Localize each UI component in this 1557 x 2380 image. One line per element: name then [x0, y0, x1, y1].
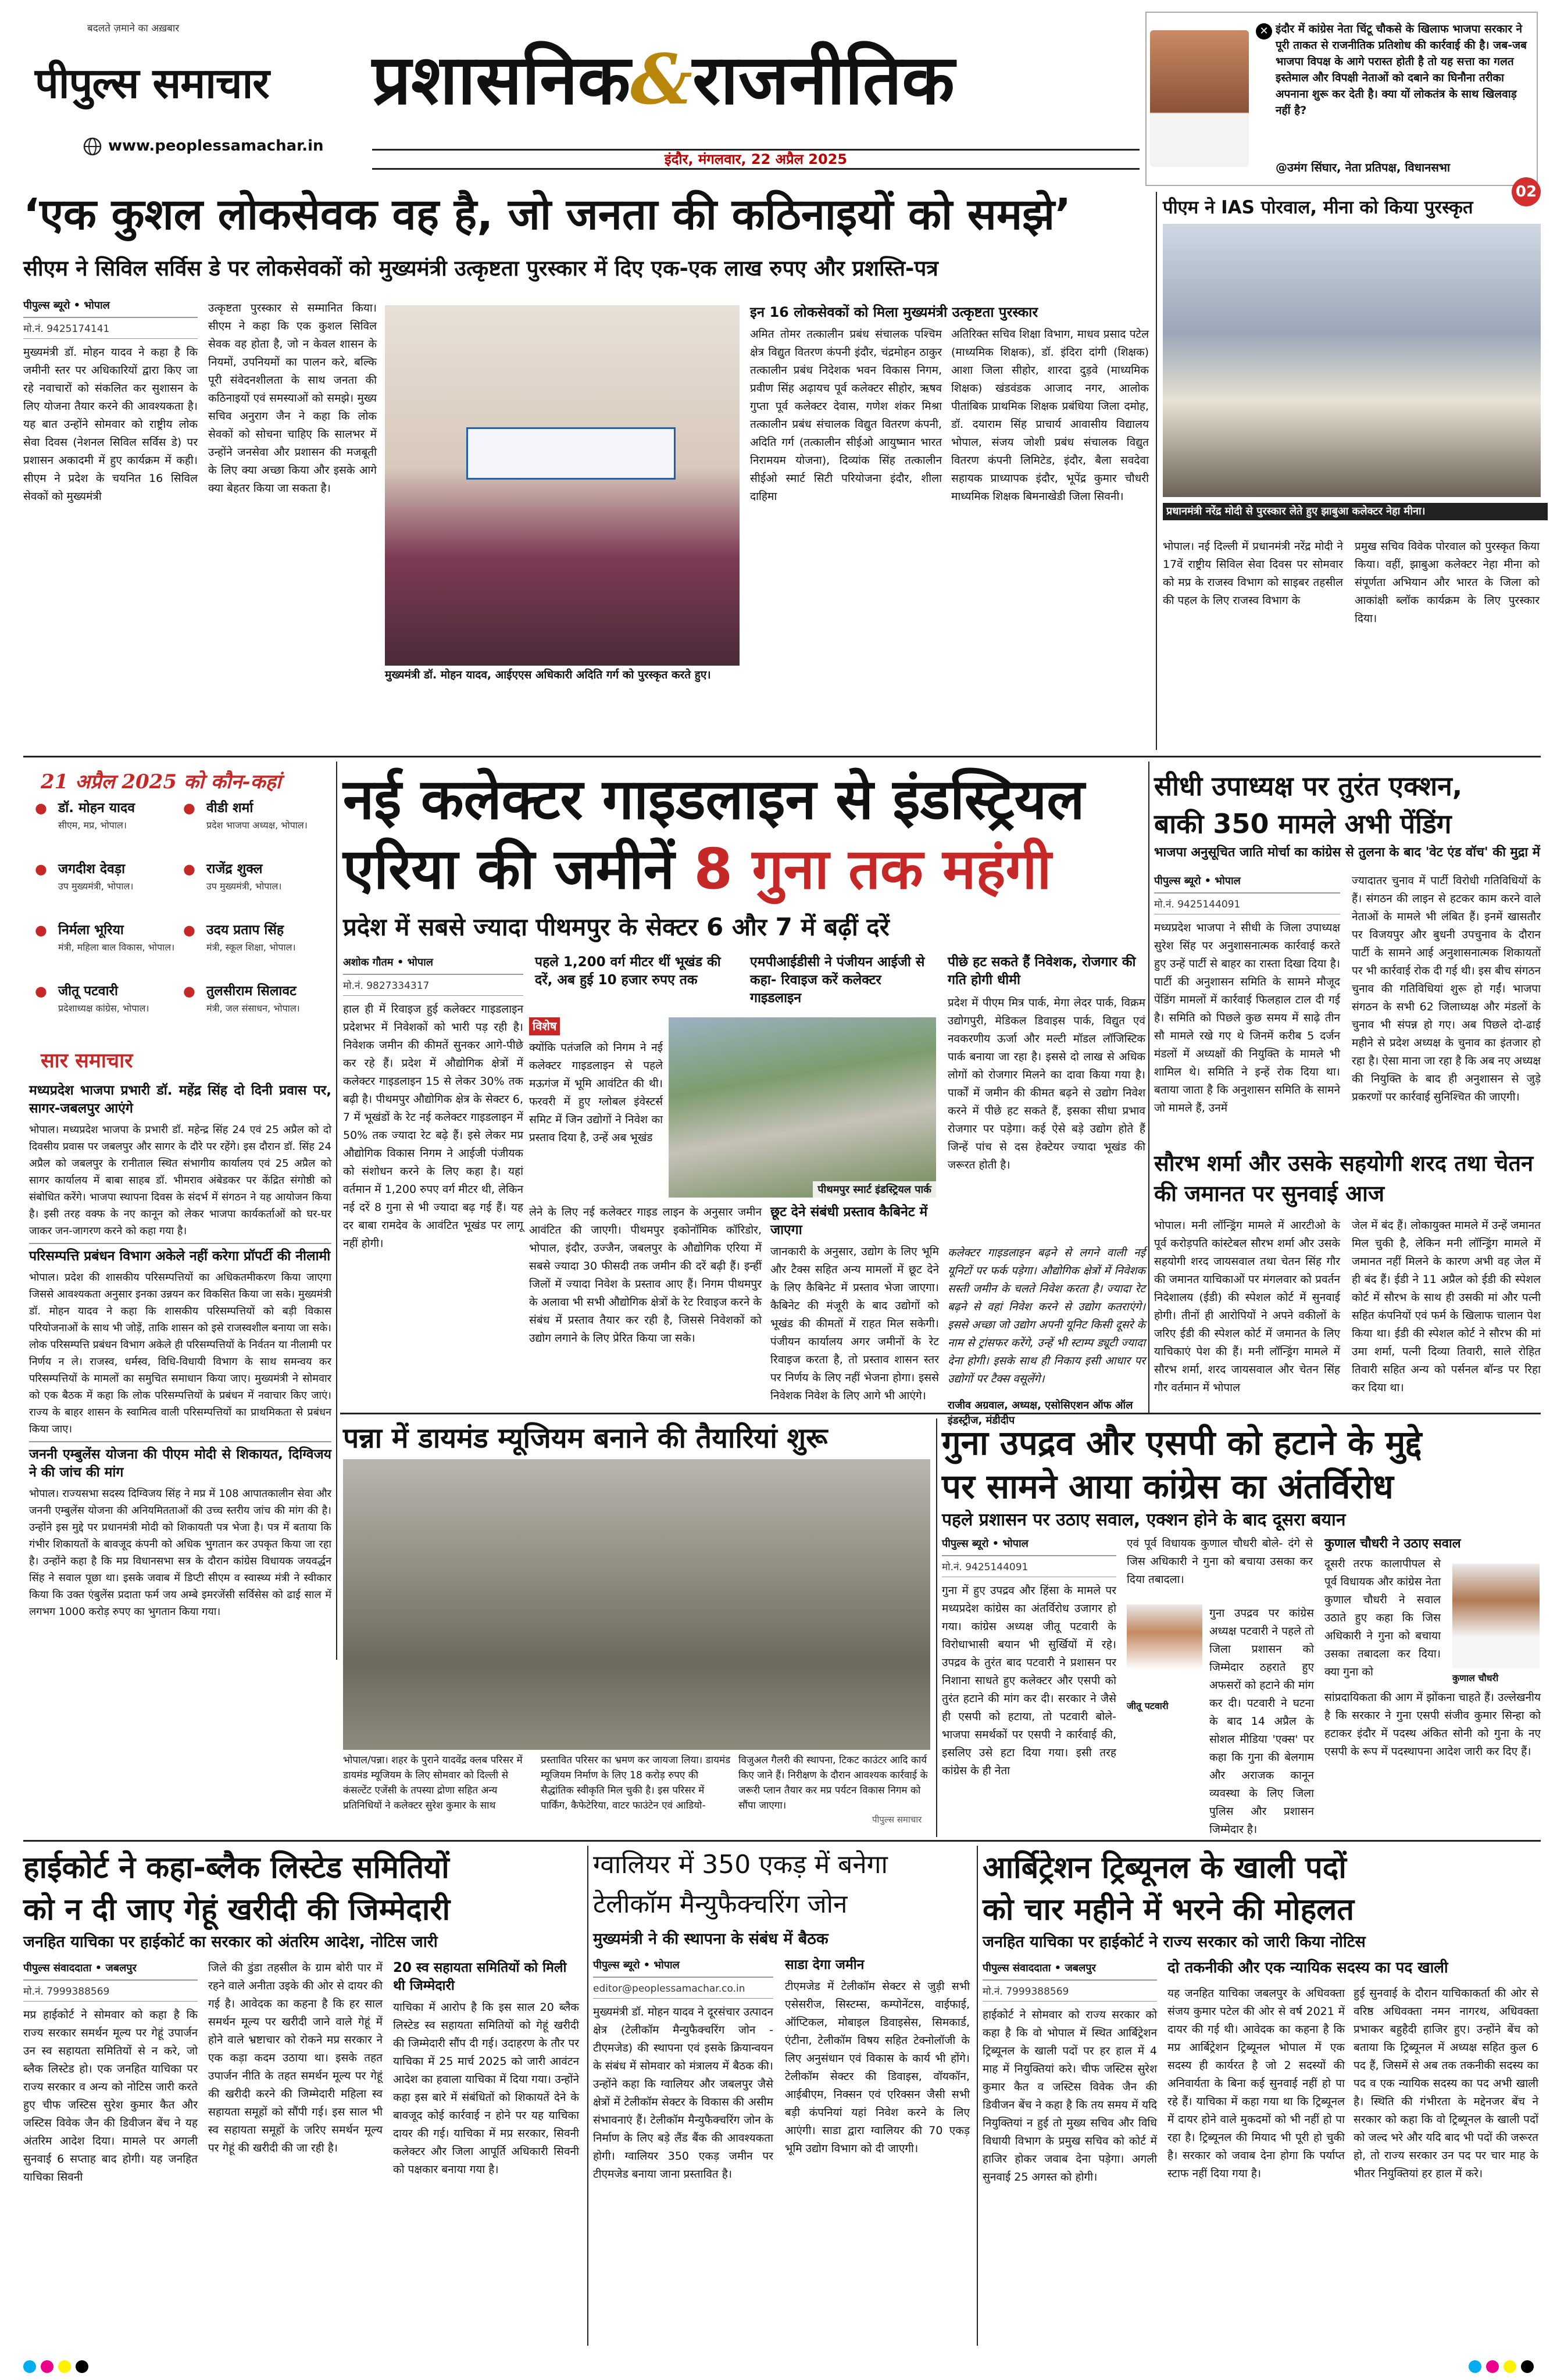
guna-col2a: [1127, 1535, 1313, 1599]
bjp-headline-2: बाकी 350 मामले अभी पेंडिंग: [1154, 808, 1452, 839]
pm-award-story: [1163, 189, 1541, 753]
hc-wheat-mobile: मो.नं. 7999388569: [23, 1983, 198, 2002]
tribunal-headline-1: आर्बिट्रेशन ट्रिब्यूनल के खाली पदों: [983, 1850, 1347, 1885]
collector-headline-2a: एरिया की जमीनें: [343, 837, 674, 902]
saurabh-text-2: जेल में बंद हैं। लोकायुक्त मामले में उन्हें जमानत मिल चुकी है, लेकिन मनी लॉन्ड्रिंग मामले में जमानत नहीं मिलने के कारण अभी वह जेल में ही बंद हैं। ईडी ने 11 अप्रैल को ईडी की स्पेशल कोर्ट में सौरभ के साथ ही उसकी मां और पत्नी सहित कंपनियों एवं फर्म के खिलाफ चालान पेश किया था। ईडी की स्पेशल कोर्ट ने सौरभ की मां उमा शर्मा, पत्नी दिव्या तिवारी, साले रोहित तिवारी सहित अन्य को पर्सनल बॉन्ड पर रिहा कर दिया था।: [1352, 1219, 1541, 1394]
hc-wheat-col1: [23, 1959, 198, 2343]
birthday-name-6: उदय प्रताप सिंह: [206, 923, 284, 938]
section-title-left: प्रशासनिक: [372, 40, 631, 120]
birthday-item-1: [35, 796, 180, 855]
collector-subheadline: प्रदेश में सबसे ज्यादा पीथमपुर के सेक्टर 6 और 7 में बढ़ीं दरें: [343, 913, 890, 941]
location-pin-icon: ●: [35, 922, 47, 938]
website-link[interactable]: www.peoplessamachar.in: [108, 137, 324, 155]
collector-byline: अशोक गौतम • भोपाल: [343, 953, 523, 975]
birthday-name-7: जीतू पटवारी: [58, 984, 118, 999]
saar-title: सार समाचार: [41, 1049, 133, 1073]
kunal-body-text: सांप्रदायिकता की आग में झोंकना चाहते हैं। उल्लेखनीय है कि सरकार ने गुना एसपी संजीव कुमार सिन्हा को हटाकर इंदौर में पदस्थ अंकित सोनी को गुना के नए एसपी के रूप में पदस्थापना आदेश जारी कर दिए हैं।: [1324, 1691, 1541, 1758]
panna-caption-3: विजुअल गैलरी की स्थापना, टिकट काउंटर आदि कार्य किए जाने हैं। निरीक्षण के दौरान आवश्यक कार्रवाई के जरूरी प्लान तैयार कर मप्र पर्यटन विकास निगम को सौंपा जाएगा।: [738, 1754, 928, 1811]
saurabh-text-1: भोपाल। मनी लॉन्ड्रिंग मामले में आरटीओ के पूर्व करोड़पति कांस्टेबल सौरभ शर्मा और उसके सहयोगी शरद जायसवाल तथा चेतन सिंह गौर की जमानत याचिकाओं पर मंगलवार को प्रवर्तन निदेशालय (ईडी) की स्पेशल कोर्ट में सुनवाई होगी। तीनों ही आरोपियों ने अपने वकीलों के जरिए ईडी की स्पेशल कोर्ट में जमानत के लिए याचिकाएं पेश की हैं। मनी लॉन्ड्रिंग मामले में सौरभ शर्मा, शरद जायसवाल और चेतन सिंह गौर वर्तमान में भोपाल: [1154, 1219, 1340, 1394]
pm-photo-caption: प्रधानमंत्री नरेंद्र मोदी से पुरस्कार लेते हुए झाबुआ कलेक्टर नेहा मीना।: [1163, 503, 1548, 520]
saar-body-3: भोपाल। राज्यसभा सदस्य दिग्विजय सिंह ने मप्र में 108 आपातकालीन सेवा और जननी एम्बुलेंस योजना की अनियमितताओं की उच्च स्तरीय जांच की मांग की है। उन्होंने इस मुद्दे पर प्रधानमंत्री मोदी को शिकायती पत्र भेजा है। पत्र में बताया कि गंभीर शिकायतों के बावजूद कंपनी को अधिक भुगतान कर उपकृत किया जा रहा है। उन्होंने कहा है कि मप्र विधानसभा सत्र के दौरान कांग्रेस विधायक जयवर्द्धन सिंह ने सवाल पूछा था। इसके जवाब में डिप्टी सीएम व स्वास्थ्य मंत्री ने स्वीकार किया कि उक्त एंबुलेंस प्रदाता फर्म जय अम्बे इमरजेंसी सर्विसेस को ढाई साल में लगभग 1000 करोड़ रुपए का भुगतान किया गया।: [29, 1488, 331, 1618]
telecom-text-2: टीएमजेड में टेलीकॉम सेक्टर से जुड़ी सभी एसेसरीज, सिस्टम्स, कम्पोनेंटस, वाईफाई, ऑप्टिकल, मोबाइल डिवाइसेस, सिमकार्ड, एंटीना, टेलीकॉम विषय सहित टेक्नोलॉजी के लिए अनुसंधान एवं विकास के कार्य भी होंगे। टेलीकॉम सेक्टर की डिवाइस, वॉयकॉन, आईबीएम, निक्सन एवं एरिक्सन जैसी सभी बड़ी कंपनियां यहां निवेश करने के लिए आएंगी। साडा द्वारा ग्वालियर की 70 एकड़ भूमि उद्योग विभाग को दी जाएगी।: [785, 1980, 970, 2155]
cabinet-box-body: [770, 1243, 939, 1417]
birthday-item-5: [35, 919, 180, 977]
bottom-divider-2: [977, 1846, 978, 2346]
tribunal-text-1: हाईकोर्ट ने सोमवार को राज्य सरकार को कहा है कि वो भोपाल में स्थित आर्बिट्रेशन ट्रिब्यूनल के खाली पदों पर हर हाल में 4 माह में नियुक्तियां करे। चीफ जस्टिस सुरेश कुमार कैत व जस्टिस विवेक जैन की डिवीजन बेंच ने कहा है कि तय समय में यदि नियुक्तियां न हुई तो मुख्य सचिव और विधि विधायी विभाग के प्रमुख सचिव को कोर्ट में हाजिर होकर जवाब देना पड़ेगा। अगली सुनवाई 25 अगस्त को होगी।: [983, 2009, 1157, 2184]
cabinet-proposal-box: [770, 1203, 939, 1430]
birthday-role-1: सीएम, मप्र, भोपाल।: [58, 820, 127, 831]
birthday-role-8: मंत्री, जल संसाधन, भोपाल।: [206, 1003, 300, 1014]
birthday-item-3: [35, 857, 180, 916]
row3-divider: [23, 1840, 1541, 1842]
collector-story: [343, 762, 1145, 1436]
kunal-chaudhary-photo: [1452, 1564, 1540, 1668]
lead-text-2: उत्कृष्टता पुरस्कार से सम्मानित किया। सीएम ने कहा कि एक कुशल सिविल सेवक वह होता है, जो न केवल शासन के नियमों, उपनियमों का पालन करे, बल्कि पूरी संवेदनशीलता के साथ जनता की कठिनाइयों एवं समस्याओं को समझे। मुख्य सचिव अनुराग जैन ने कहा कि लोक सेवकों को सोचना चाहिए कि सालभर में उन्होंने जनसेवा और प्रशासन की मजबूती के लिए क्या अच्छा किया और इसके आगे क्या बेहतर किया जा सकता है।: [208, 302, 377, 495]
location-pin-icon: ●: [35, 861, 47, 877]
telecom-email: editor@peoplessamachar.co.in: [593, 1980, 773, 1999]
collector-text-2b: लेने के लिए नई कलेक्टर गाइड लाइन के अनुसार जमीन आवंटित की जाएगी। पीथमपुर इकोनॉमिक कॉरिडोर, भोपाल, इंदौर, उज्जैन, जबलपुर के औद्योगिक एरिया में सबसे ज्यादा 30 फीसदी तक जमीन की दरें बढ़ी हैं। इन्हीं जिलों में ज्यादा निवेश के प्रस्ताव आए हैं। निगम पीथमपुर के अलावा भी सभी औद्योगिक क्षेत्रों के रेट रिवाइज करने के संबंध में प्रस्ताव तैयार कर रही है, जिससे निवेशकों को उद्योग लगाने के लिए प्रेरित किया जा सके।: [529, 1206, 762, 1345]
pm-col2: [1355, 538, 1540, 753]
masthead-tagline: बदलते ज़माने का अख़बार: [87, 23, 180, 34]
row2-divider: [340, 1413, 1541, 1414]
telecom-col2: [785, 1956, 970, 2343]
hc-wheat-text-2: जिले की डुंडा तहसील के ग्राम बोरी पार में रहने वाले अनीता उइके की ओर से दायर की गई है। आवेदक का कहना है कि हर साल समर्थन मूल्य पर खरीदी जाने वाले गेहूं में होने वाले भ्रष्टाचार को रोकने मप्र सरकार ने एक कड़ा कदम उठाया था। इसके तहत उपार्जन नीति के तहत समर्थन मूल्य पर गेहूं की खरीदी करने की जिम्मेदारी महिला स्व सहायता समूहों को सौंपी गई। इस साल भी स्व सहायता समूहों के जरिए समर्थन मूल्य पर गेहूं की खरीदी की जा रही है।: [208, 1961, 383, 2154]
pm-headline: पीएम ने IAS पोरवाल, मीना को किया पुरस्कृत: [1163, 197, 1473, 218]
pm-photo: [1163, 224, 1541, 497]
guna-text-2a: एवं पूर्व विधायक कुणाल चौधरी बोले- दंगे से जिस अधिकारी ने गुना को बचाया उसका कर दिया तबादला।: [1127, 1537, 1313, 1586]
kunal-sub: [1324, 1555, 1441, 1678]
lead-photo-caption: मुख्यमंत्री डॉ. मोहन यादव, आईएएस अधिकारी अदिति गर्ग को पुरस्कृत करते हुए।: [385, 669, 711, 681]
lead-subheadline: सीएम ने सिविल सर्विस डे पर लोकसेवकों को मुख्यमंत्री उत्कृष्टता पुरस्कार में दिए एक-एक लाख रुपए और प्रशस्ति-पत्र: [23, 256, 938, 281]
saar-head-1: मध्यप्रदेश भाजपा प्रभारी डॉ. महेंद्र सिंह दो दिनी प्रवास पर, सागर-जबलपुर आएंगे: [29, 1083, 331, 1116]
saurabh-col2: [1352, 1217, 1541, 1414]
saar-head-2: परिसम्पत्ति प्रबंधन विभाग अकेले नहीं करेगा प्रॉपर्टी की नीलामी: [29, 1243, 331, 1266]
magenta-mark: [1486, 2360, 1499, 2373]
yellow-mark: [1504, 2360, 1516, 2373]
telecom-col1: [593, 1956, 773, 2343]
tweet-author: @उमंग सिंघार, नेता प्रतिपक्ष, विधानसभा: [1276, 160, 1451, 174]
saurabh-headline: सौरभ शर्मा और उसके सहयोगी शरद तथा चेतन की जमानत पर सुनवाई आज: [1154, 1150, 1534, 1206]
tribunal-subheadline: जनहित याचिका पर हाईकोर्ट ने राज्य सरकार को जारी किया नोटिस: [983, 1933, 1366, 1951]
bjp-text-2: ज्यादातर चुनाव में पार्टी विरोधी गतिविधियों के हैं। संगठन की लाइन से हटकर काम करने वाले नेताओं के मामले भी लंबित हैं। इनमें खासतौर पर विजयपुर और बुधनी उपचुनाव के दौरान पार्टी के सामने आई अनुशासनात्मक शिकायतों पर भी कार्रवाई रोक दी गई थी। इस बीच संगठन चुनाव की गतिविधियां शुरू हो गईं। भाजपा संगठन के सभी 62 जिलाध्यक्ष और मंडलों के चुनाव भी संपन्न हो गए। अब पिछले दो-ढाई महीने से प्रदेश अध्यक्ष के चुनाव का इंतजार हो रहा है। ऐसा माना जा रहा है कि अब नए अध्यक्ष की नियुक्ति के बाद ही अनुशासन से जुड़े प्रकरणों पर कार्रवाई सुनिश्चित की जाएगी।: [1352, 874, 1541, 1103]
hc-wheat-text-1: मप्र हाईकोर्ट ने सोमवार को कहा है कि राज्य सरकार समर्थन मूल्य पर गेहूं उपार्जन उन स्व सहायता समितियों से न करे, जो ब्लैक लिस्टेड हो। एक जनहित याचिका पर राज्य सरकार व अन्य को नोटिस जारी करते हुए चीफ जस्टिस सुरेश कुमार कैत और जस्टिस विवेक जैन की डिवीजन बेंच ने यह अंतरिम आदेश दिया। मामले पर अगली सुनवाई 6 सप्ताह बाद होगी। यह जनहित याचिका सिवनी: [23, 2009, 198, 2184]
collector-mobile: मो.नं. 9827334317: [343, 977, 523, 996]
telecom-text-1: मुख्यमंत्री डॉ. मोहन यादव ने दूरसंचार उत्पादन क्षेत्र (टेलीकॉम मैन्युफैक्चरिंग जोन - टीएमजेड) की स्थापना एवं इसके क्रियान्वयन के संबंध में सोमवार को मंत्रालय में बैठक की। उन्होंने कहा कि ग्वालियर और जबलपुर जैसे क्षेत्रों में टेलीकॉम सेक्टर के विकास की असीम संभावनाएं हैं। टेलीकॉम मैन्युफैक्चरिंग जोन के निर्माण के लिए बड़े लैंड बैंक की आवश्यकता होगी। ग्वालियर 350 एकड़ जमीन पर टीएमजेड बनाया जाना प्रस्तावित है।: [593, 2006, 773, 2181]
lead-photo: [385, 305, 740, 666]
tribunal-box-col1: [1167, 1985, 1345, 2339]
collector-col1: [343, 953, 523, 1430]
jitu-patwari-label: जीतू पटवारी: [1127, 1700, 1169, 1711]
bjp-discipline-story: [1154, 762, 1541, 1139]
black-mark: [1521, 2360, 1534, 2373]
hc-wheat-headline-2: को न दी जाए गेहूं खरीदी की जिम्मेदारी: [23, 1892, 451, 1927]
awardees-box: [750, 302, 1151, 686]
awardees-text-2: अतिरिक्त सचिव शिक्षा विभाग, माधव प्रसाद पटेल (माध्यमिक शिक्षक), डॉ. इंदिरा दांगी (शिक्षक) आशा जिला सीहोर, शारदा दुड़वे (माध्यमिक शिक्षक) खंडवंडक आजाद नगर, आलोक पीतांबिक प्राथमिक शिक्षक प्रबंधिया जिला दमोह, डॉ. दयाराम सिंह प्राचार्य आवासीय विद्यालय भोपाल, संजय जोशी प्रबंध संचालक विद्युत वितरण कंपनी लिमिटेड, इंदौर, बैला सवदेवा सहायक प्राध्यापक इंदौर, भूपेंद्र कुमार चौधरी माध्यमिक शिक्षक बिमनाखेडी जिला सिवनी।: [951, 328, 1149, 503]
guna-byline: पीपुल्स ब्यूरो • भोपाल: [942, 1535, 1116, 1556]
saurabh-col1: [1154, 1217, 1340, 1414]
bjp-col1: [1154, 872, 1340, 1139]
birthday-title: 21 अप्रैल 2025 को कौन-कहां: [41, 770, 281, 794]
mid-col-divider: [1148, 762, 1149, 1413]
birthday-name-3: जगदीश देवड़ा: [58, 862, 126, 877]
telecom-story: [593, 1846, 971, 2346]
guna-congress-story: [942, 1418, 1541, 1837]
birthday-item-2: [183, 796, 328, 855]
shg-box-text: याचिका में आरोप है कि इस साल 20 ब्लैक लिस्टेड स्व सहायता समितियों को गेहूं खरीदी की जिम्मेदारी सौंप दी गई। उदाहरण के तौर पर याचिका में 25 मार्च 2025 को जारी आवंटन आदेश का हवाला याचिका में दिया गया। उन्होंने कहा इस बारे में संबंधितों को शिकायतें देने के बावजूद कोई कार्रवाई न होने पर यह याचिका दायर की गई। याचिका में मप्र सरकार, सिवनी कलेक्टर और जिला आपूर्ति अधिकारी सिवनी को पक्षकार बनाया गया है।: [393, 2001, 579, 2176]
left-col-divider: [336, 762, 337, 1660]
telecom-byline: पीपुल्स ब्यूरो • भोपाल: [593, 1956, 773, 1978]
lead-text-1: मुख्यमंत्री डॉ. मोहन यादव ने कहा है कि जमीनी स्तर पर अधिकारियों द्वारा किए जा रहे नवाचारों को संकलित कर सुशासन के लिए योजना तैयार करने की आवश्यकता है। यह बात उन्होंने सोमवार को राष्ट्रीय लोक सेवा दिवस (नेशनल सिविल सर्विस डे) पर प्रशासन अकादमी में हुए कार्यक्रम में कही। सीएम ने प्रदेश के चयनित 16 सिविल सेवकों को मुख्यमंत्री: [23, 346, 198, 503]
collector-headline-2b: 8 गुना तक महंगी: [694, 837, 1052, 902]
industry-quote-text: कलेक्टर गाइडलाइन बढ़ने से लगने वाली नई यूनिटों पर फर्क पड़ेगा। औद्योगिक क्षेत्रों में निवेशक सस्ती जमीन के चलते निवेश करता है। ज्यादा रेट बढ़ने से वहां निवेश करने से उद्योग कतराएंगे। इससे अच्छा जो उद्योग अपनी यूनिट किसी दूसरे के नाम से ट्रांसफर करेंगे, उन्हें भी स्टाम्प ड्यूटी ज्यादा देना होगी। इसके साथ ही निकाय इसी आधार पर उद्योगों पर टैक्स वसूलेंगे।: [948, 1246, 1145, 1385]
section-title-right: राजनीतिक: [692, 40, 955, 120]
lead-vertical-divider: [1156, 192, 1157, 750]
pm-text-2: प्रमुख सचिव विवेक पोरवाल को पुरस्कृत किया किया। वहीं, झाबुआ कलेक्टर नेहा मीना को संपूर्णता अभियान और भारत के जिला को आकांक्षी ब्लॉक कार्यक्रम के लिए पुरस्कार दिया।: [1355, 540, 1540, 625]
investors-body: [948, 994, 1145, 1238]
bjp-mobile: मो.नं. 9425144091: [1154, 896, 1340, 914]
collector-col2a: [529, 1017, 663, 1198]
tribunal-vacancy-box: [1167, 1959, 1540, 2343]
lead-col1: [23, 296, 198, 738]
kunal-chaudhary-label: कुणाल चौधरी: [1452, 1673, 1499, 1684]
awardees-text-1: अमित तोमर तत्कालीन प्रबंध संचालक पश्चिम क्षेत्र विद्युत वितरण कंपनी इंदौर, चंद्रमोहन ठाकुर तत्कालीन प्रबंध निदेशक भवन विकास निगम, प्रवीण सिंह अढ़ायच पूर्व कलेक्टर सीहोर, ऋषव गुप्ता पूर्व कलेक्टर देवास, गणेश शंकर मिश्रा तत्कालीन प्रबंध संचालक विद्युत वितरण कंपनी, अदिति गर्ग (तत्कालीन सीईओ आयुष्मान भारत निरामयम योजना), दिव्यांक सिंह तत्कालीन सीईओ स्मार्ट सिटी परियोजना इंदौर, शीला दाहिमा: [750, 328, 942, 503]
kunal-head: कुणाल चौधरी ने उठाए सवाल: [1324, 1536, 1461, 1551]
birthday-name-5: निर्मला भूरिया: [58, 923, 124, 938]
kunal-chaudhary-box: [1324, 1535, 1541, 1837]
kunal-body: [1324, 1689, 1541, 1837]
collector-pull-quote-1: पहले 1,200 वर्ग मीटर थीं भूखंड की दरें, अब हुई 10 हजार रुपए तक: [535, 955, 721, 988]
masthead: [0, 0, 1557, 201]
tribunal-headline-2: को चार महीने में भरने की मोहलत: [983, 1892, 1355, 1927]
pithampur-photo-label: पीथमपुर स्मार्ट इंडस्ट्रियल पार्क: [813, 1181, 936, 1198]
location-pin-icon: ●: [35, 983, 47, 999]
saar-body-2: भोपाल। प्रदेश की शासकीय परिसम्पत्तियों का अधिकतमीकरण किया जाएगा जिससे आवश्यकता अनुसार इनका उन्नयन कर विकसित किया जा सके। मुख्यमंत्री डॉ. मोहन यादव ने कहा कि शासकीय परिसम्पत्तियों को बड़ी विकास परियोजनाओं के साथ भी जोड़ें, ताकि शासन को इसे राजस्वशील बनाया जा सके। लोक परिसम्पत्ति प्रबंधन विभाग अकेले ही परिसम्पत्तियों के निर्वतन या नीलामी पर निर्णय न ले। राजस्व, धर्मस्व, विधि-विधायी विभाग के साथ समन्वय कर परिसम्पत्तियों के मामलों का समुचित समाधान किया जाए। मुख्यमंत्री ने सोमवार को एक बैठक में कहा कि लोक परिसम्पत्तियों के प्रबंधन में नवाचार किए जाएं। राज्य के बाहर शासन के स्वामित्व वाली परिसम्पत्तियों का प्राथमिकता से प्रबंधन किया जाए।: [29, 1271, 331, 1435]
awardees-col1: [750, 326, 942, 674]
pm-text-1: भोपाल। नई दिल्ली में प्रधानमंत्री नरेंद्र मोदी ने 17वें राष्ट्रीय सिविल सेवा दिवस पर सोमवार को मप्र के राजस्व विभाग को साइबर तहसील की पहल के लिए राजस्व विभाग के: [1163, 540, 1343, 607]
shg-box-body: [393, 1999, 579, 2336]
kunal-sub-text: दूसरी तरफ कालापीपल से पूर्व विधायक और कांग्रेस नेता कुणाल चौधरी ने सवाल उठाते हुए कहा कि जिस अधिकारी ने गुना को बचाया उसका तबादला कर दिया। क्या गुना को: [1324, 1557, 1441, 1678]
telecom-headline-2: टेलीकॉम मैन्युफैक्चरिंग जोन: [593, 1889, 848, 1919]
birthday-item-6: [183, 919, 328, 977]
tribunal-story: [983, 1846, 1541, 2346]
birthday-role-2: प्रदेश भाजपा अध्यक्ष, भोपाल।: [206, 820, 308, 831]
tweet-text: इंदौर में कांग्रेस नेता चिंटू चौकसे के खिलाफ भाजपा सरकार ने पूरी ताकत से राजनीतिक प्रतिशोध की कार्रवाई की है। जब-जब भाजपा विपक्ष के आगे परास्त होती है तो यह सत्ता का गलत इस्तेमाल और विपक्षी नेताओं को दबाने का घिनौना तरीका अपनाना शुरू कर देती है। क्या यों लोकतंत्र के साथ खिलवाड़ नहीं है?: [1276, 23, 1527, 117]
cyan-mark: [23, 2360, 36, 2373]
cheque-board: [466, 427, 676, 480]
awardees-col2: [951, 326, 1149, 674]
bjp-byline: पीपुल्स ब्यूरो • भोपाल: [1154, 872, 1340, 894]
page-number-badge: 02: [1512, 177, 1541, 206]
guna-text-2b: गुना उपद्रव पर कांग्रेस अध्यक्ष पटवारी ने पहले तो जिला प्रशासन को जिम्मेदार ठहराते हुए अफसरों को हटाने की मांग कर दी। पटवारी ने घटना के बाद 14 अप्रैल के सोशल मीडिया 'एक्स' पर कहा कि गुना की बेलगाम और अराजक कानून व्यवस्था के लिए जिला पुलिस और प्रशासन जिम्मेदार है।: [1209, 1607, 1314, 1836]
saar-head-3: जननी एम्बुलेंस योजना की पीएम मोदी से शिकायत, दिग्विजय ने की जांच की मांग: [29, 1441, 331, 1482]
location-pin-icon: ●: [183, 983, 195, 999]
panna-divider: [936, 1418, 937, 1837]
row1-divider: [23, 756, 1541, 757]
dateline-bar: [372, 149, 1140, 170]
bjp-col2: [1352, 872, 1541, 1139]
hc-wheat-story: [23, 1846, 581, 2346]
guna-headline-2: पर सामने आया कांग्रेस का अंतर्विरोध: [942, 1467, 1394, 1506]
bjp-text-1: मध्यप्रदेश भाजपा ने सीधी के जिला उपाध्यक्ष सुरेश सिंह पर अनुशासनात्मक कार्रवाई करते हुए उन्हें पार्टी से बाहर का रास्ता दिखा दिया है। पार्टी की अनुशासन समिति के सामने मौजूद पेंडिंग मामलों में कार्रवाई फिलहाल टाल दी गई है। समिति को पिछले कुछ समय में साढ़े तीन सौ मामले रखे गए थे जिनमें करीब 5 दर्जन मंडलों में अध्यक्षों की नियुक्ति के मामले भी शामिल थे। समिति ने इन्हें रोक दिया था। बताया जाता है कि अनुशासन समिति के सामने जो मामले हैं, उनमें: [1154, 921, 1340, 1114]
hc-wheat-headline-1: हाईकोर्ट ने कहा-ब्लैक लिस्टेड समितियों: [23, 1850, 449, 1885]
paper-name-logo: पीपुल्स समाचार: [35, 58, 269, 108]
lead-col2: [208, 299, 377, 590]
cyan-mark: [1469, 2360, 1481, 2373]
tribunal-box-head: दो तकनीकी और एक न्यायिक सदस्य का पद खाली: [1167, 1959, 1448, 1977]
investors-text: प्रदेश में पीएम मित्र पार्क, मेगा लेदर पार्क, विक्रम उद्योगपुरी, मेडिकल डिवाइस पार्क, विद्युत एवं नवकरणीय ऊर्जा और मल्टी मॉडल लॉजिस्टिक पार्क बनाया जा रहा है। इससे दो लाख से अधिक लोगों को रोजगार मिलने का दावा किया गया है। पार्कों में जमीन की कीमत बढ़ने से उद्योग निवेश करने में पीछे हट सकते हैं, इसका सीधा प्रभाव रोजगार पर पड़ेगा। कई ऐसे बड़े उद्योग होते हैं जिन्हें पांच से दस हेक्टेयर ज्यादा भूखंड की जरूरत होती है।: [948, 996, 1145, 1171]
panna-caption-2: प्रस्तावित परिसर का भ्रमण कर जायजा लिया। डायमंड म्यूजियम निर्माण के लिए 18 करोड़ रुपए की सैद्धांतिक स्वीकृति मिल चुकी है। इस परिसर में पार्किंग, कैफेटेरिया, वाटर फाउंटेन एवं आडियो-: [541, 1754, 731, 1811]
birthday-item-4: [183, 857, 328, 916]
telecom-headline-1: ग्वालियर में 350 एकड़ में बनेगा: [593, 1850, 888, 1879]
yellow-mark: [58, 2360, 71, 2373]
telecom-subheadline: मुख्यमंत्री ने की स्थापना के संबंध में बैठक: [593, 1930, 829, 1948]
birthday-role-7: प्रदेशाध्यक्ष कांग्रेस, भोपाल।: [58, 1003, 149, 1014]
birthday-item-7: [35, 980, 180, 1038]
hc-wheat-subheadline: जनहित याचिका पर हाईकोर्ट का सरकार को अंतरिम आदेश, नोटिस जारी: [23, 1933, 438, 1951]
guna-col2b: [1209, 1604, 1314, 1837]
cabinet-box-text: जानकारी के अनुसार, उद्योग के लिए भूमि और टैक्स सहित अन्य मामलों में छूट देने के लिए कैबिनेट में प्रस्ताव भेजा जाएगा। कैबिनेट की मंजूरी के बाद उद्योगों को भूखंड की कीमतों में राहत मिल सकेगी। पंजीयन कार्यालय अगर जमीनों के रेट रिवाइज करता है, तो प्रस्ताव शासन स्तर पर निर्णय के लिए नहीं भेजना होगा। इससे निवेशक निवेश के लिए आगे भी आएंगे।: [770, 1245, 939, 1402]
birthday-name-2: वीडी शर्मा: [206, 801, 253, 816]
location-pin-icon: ●: [35, 800, 47, 816]
birthday-grid: [35, 796, 331, 1046]
collector-col2b: [529, 1203, 762, 1430]
bjp-headline-1: सीधी उपाध्यक्ष पर तुरंत एक्शन,: [1154, 770, 1463, 802]
jitu-patwari-photo: [1127, 1604, 1202, 1698]
lead-headline: ‘एक कुशल लोकसेवक वह है, जो जनता की कठिनाइयों को समझे’: [23, 190, 1072, 240]
tribunal-box-text-2: हुई सुनवाई के दौरान याचिकाकर्ता की ओर से वरिष्ठ अधिवक्ता नमन नागरथ, अधिवक्ता प्रभाकर बहुहैदी हाजिर हुए। उन्होंने बेंच को बताया कि ट्रिब्यूनल में अध्यक्ष सहित कुल 6 पद हैं, जिसमें से अब तक तकनीकी सदस्य का पद व एक न्यायिक सदस्य का पद अभी खाली है। स्थिति की गंभीरता के मद्देनजर बेंच ने सरकार को कहा कि वो ट्रिब्यूनल के खाली पदों को जल्द भरे और यदि बाद भी पदों की जरूरत हो, तो राज्य सरकार उन पद पर चार माह के भीतर नियुक्तियां हर हाल में करे।: [1354, 1987, 1538, 2180]
guna-headline-1: गुना उपद्रव और एसपी को हटाने के मुद्दे: [942, 1423, 1422, 1463]
hc-wheat-col2: [208, 1959, 383, 2343]
collector-text-1: हाल ही में रिवाइज हुई कलेक्टर गाइडलाइन प्रदेशभर में निवेशकों को भारी पड़ रही है। निवेशक जमीन की कीमतें सुनकर आगे-पीछे कर रहे हैं। प्रदेश में औद्योगिक क्षेत्रों में कलेक्टर गाइडलाइन 15 से लेकर 30% तक बढ़ी है। पीथमपुर औद्योगिक क्षेत्र के सेक्टर 6, 7 में भूखंडों के रेट नई कलेक्टर गाइडलाइन में 50% तक ज्यादा रेट बढ़े हैं। इसे लेकर मप्र औद्योगिक विकास निगम ने आईजी पंजीयक को संशोधन करने के लिए कहा है। यहां वर्तमान में 1,200 रुपए वर्ग मीटर थी, लेकिन नई दरें 8 गुना से भी ज्यादा बढ़ गई हैं। यह दर बाबा रामदेव के आवंटित भूखंड पर लागू नहीं होगी।: [343, 1003, 523, 1250]
telecom-col2-head: साडा देगा जमीन: [785, 1957, 865, 1972]
investors-sidebar: [948, 953, 1145, 1430]
saar-body-1: भोपाल। मध्यप्रदेश भाजपा के प्रभारी डॉ. महेन्द्र सिंह 24 एवं 25 अप्रैल को दो दिवसीय प्रवास पर जबलपुर और सागर के दौरे पर रहेंगे। इस दौरान डॉ. सिंह 24 अप्रैल को जबलपुर के रानीताल स्थित संभागीय कार्यालय एवं 25 अप्रैल को सागर कार्यालय में बाबा साहब डॉ. भीमराव अंबेडकर पर केंद्रित संगोष्ठी को संबोधित करेंगे। भाजपा स्थापना दिवस के संदर्भ में संगठन ने यह आयोजन किया है। इसी तरह वक्फ के नए कानून को लेकर भाजपा कार्यकर्ताओं को घर-घर जाकर जन-जागरण करने को कहा गया है।: [29, 1124, 331, 1237]
guna-mobile: मो.नं. 9425144091: [942, 1559, 1116, 1577]
section-ampersand: &: [630, 39, 692, 120]
hc-wheat-byline: पीपुल्स संवाददाता • जबलपुर: [23, 1959, 198, 1981]
lead-story: [23, 180, 1151, 762]
bottom-divider-1: [587, 1846, 588, 2346]
panna-credit: पीपुल्स समाचार: [872, 1814, 922, 1825]
collector-headline-2: [343, 837, 1145, 901]
globe-icon: [83, 137, 102, 156]
panna-caption-1: भोपाल/पन्ना। शहर के पुराने यादवेंद्र क्लब परिसर में डायमंड म्यूजियम के लिए सोमवार को दिल्ली से कंसल्टेंट एजेंसी के तपस्या द्रोणा सहित अन्य प्रतिनिधियों ने कलेक्टर सुरेश कुमार के साथ: [343, 1754, 523, 1811]
collector-headline-1: नई कलेक्टर गाइडलाइन से इंडस्ट्रियल: [343, 767, 1085, 832]
birthday-role-4: उप मुख्यमंत्री, भोपाल।: [206, 881, 282, 892]
investors-head: पीछे हट सकते हैं निवेशक, रोजगार की गति होगी धीमी: [948, 955, 1136, 988]
location-pin-icon: ●: [183, 800, 195, 816]
saar-items: [29, 1078, 331, 1660]
guna-text-1: गुना में हुए उपद्रव और हिंसा के मामले पर मध्यप्रदेश कांग्रेस का अंतर्विरोध उजागर हो गया। कांग्रेस अध्यक्ष जीतू पटवारी के विरोधाभासी बयान भी सुर्खियों में रहे। उपद्रव के तुरंत बाद पटवारी ने प्रशासन पर निशाना साधते हुए कलेक्टर और एसपी को तुरंत हटाने की मांग कर दी। सरकार ने जैसे ही एसपी को हटाया, तो पटवारी बोले- भाजपा समर्थकों पर एसपी ने कार्रवाई की, इसलिए उसे हटा दिया गया। इसी तरह कांग्रेस के ही नेता: [942, 1584, 1116, 1777]
shg-box: [393, 1959, 579, 2343]
pithampur-aerial-photo: [669, 1017, 936, 1198]
collector-text-2a: क्योंकि पतंजलि को निगम ने नई कलेक्टर गाइडलाइन से पहले मऊगंज में भूमि आवंटित की थी। फरवरी में हुए ग्लोबल इंवेस्टर्स समिट में जिन उद्योगों ने निवेश का प्रस्ताव दिया है, उन्हें अब भूखंड: [529, 1041, 663, 1144]
birthday-item-8: [183, 980, 328, 1038]
shg-box-head: 20 स्व सहायता समितियों को मिली थी जिम्मेदारी: [393, 1960, 567, 1993]
visesh-tag: विशेष: [529, 1017, 560, 1035]
black-mark: [76, 2360, 88, 2373]
awardees-title: इन 16 लोकसेवकों को मिला मुख्यमंत्री उत्कृष्टता पुरस्कार: [750, 304, 1038, 320]
saar-samachar: [23, 1046, 337, 1663]
panna-photo: [343, 1459, 930, 1750]
birthday-name-4: राजेंद्र शुक्ल: [206, 862, 263, 877]
tribunal-box-text-1: यह जनहित याचिका जबलपुर के अधिवक्ता संजय कुमार पटेल की ओर से वर्ष 2021 में दायर की गई थी। आवेदक का कहना है कि मप्र आर्बिट्रेशन ट्रिब्यूनल भोपाल में एक सदस्य ही कार्यरत है जो 2 सदस्यों की अनिवार्यता के बिना कई सुनवाई नहीं हो पा रहे हैं। याचिका में कहा गया था कि ट्रिब्यूनल में दायर होने वाले मुकदमों को भी नहीं हो पा रहा है। ट्रिब्यूनल की मियाद भी पूरी हो चुकी है। सरकार को जवाब देना होगा कि पर्याप्त स्टाफ नहीं दिया गया है।: [1167, 1987, 1345, 2180]
tribunal-mobile: मो.नं. 7999388569: [983, 1983, 1157, 2002]
location-pin-icon: ●: [183, 861, 195, 877]
print-registration-marks: [0, 2354, 1557, 2380]
guna-subheadline: पहले प्रशासन पर उठाए सवाल, एक्शन होने के बाद दूसरा बयान: [942, 1510, 1346, 1530]
x-icon: ✕: [1256, 23, 1272, 40]
collector-pull-quote-2: एमपीआईडीसी ने पंजीयन आईजी से कहा- रिवाइज करें कलेक्टर गाइडलाइन: [750, 955, 925, 1006]
cabinet-box-head: छूट देने संबंधी प्रस्ताव कैबिनेट में जाएगा: [770, 1205, 928, 1238]
industry-quote: [948, 1244, 1145, 1418]
industry-quote-author: राजीव अग्रवाल, अध्यक्ष, एसोसिएशन ऑफ ऑल इंडस्ट्रीज, मंडीदीप: [948, 1399, 1133, 1427]
birthday-role-5: मंत्री, महिला बाल विकास, भोपाल।: [58, 942, 175, 953]
tweet-box: [1145, 12, 1538, 186]
lead-byline: पीपुल्स ब्यूरो • भोपाल: [23, 296, 198, 318]
dateline: इंदौर, मंगलवार, 22 अप्रैल 2025: [664, 151, 848, 167]
tweet-author-photo: [1150, 30, 1249, 167]
birthday-role-3: उप मुख्यमंत्री, भोपाल।: [58, 881, 134, 892]
magenta-mark: [41, 2360, 53, 2373]
tribunal-col1: [983, 1959, 1157, 2343]
lead-mobile: मो.नं. 9425174141: [23, 320, 198, 339]
saurabh-bail-story: [1154, 1148, 1541, 1416]
birthday-name-8: तुलसीराम सिलावट: [206, 984, 297, 999]
tribunal-byline: पीपुल्स संवाददाता • जबलपुर: [983, 1959, 1157, 1981]
tribunal-box-col2: [1354, 1985, 1538, 2339]
section-title: [372, 39, 955, 120]
pm-col1: [1163, 538, 1343, 753]
birthday-name-1: डॉ. मोहन यादव: [58, 801, 135, 816]
birthday-role-6: मंत्री, स्कूल शिक्षा, भोपाल।: [206, 942, 296, 953]
bjp-subheadline: भाजपा अनुसूचित जाति मोर्चा का कांग्रेस से तुलना के बाद 'वेट एंड वॉच' की मुद्रा में: [1154, 845, 1540, 860]
panna-headline: पन्ना में डायमंड म्यूजियम बनाने की तैयारियां शुरू: [343, 1422, 828, 1455]
guna-col1: [942, 1535, 1116, 1837]
location-pin-icon: ●: [183, 922, 195, 938]
